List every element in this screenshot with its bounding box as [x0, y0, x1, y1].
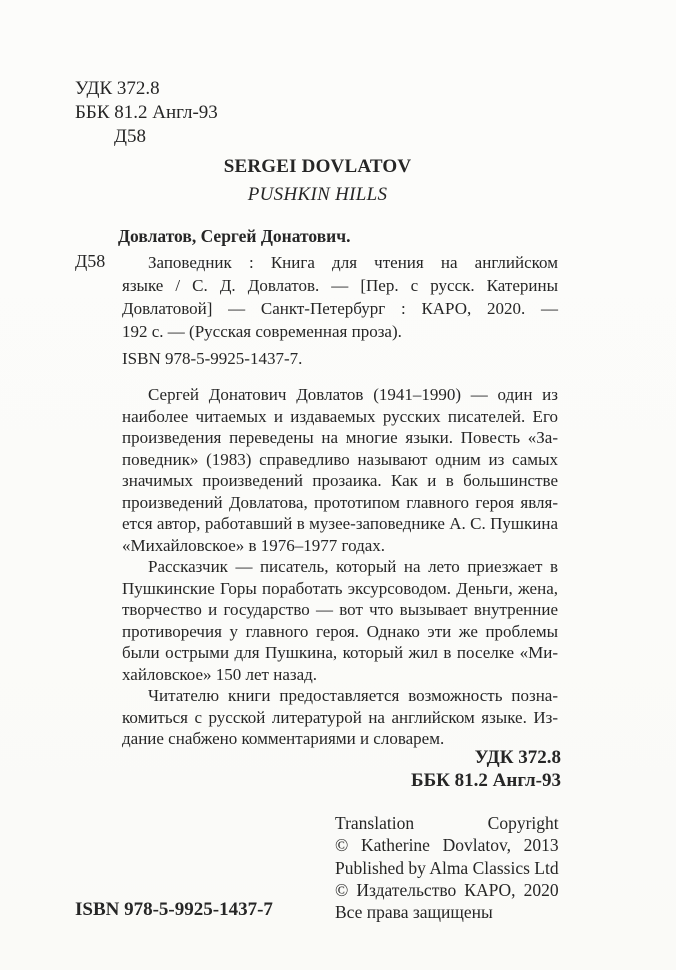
- bbk-code: ББК 81.2 Англ-93: [75, 102, 218, 123]
- text-line: творчество и государство — вот что вызывает внутренние: [122, 600, 558, 619]
- annotation-paragraph-3: [122, 685, 558, 750]
- isbn-bottom: ISBN 978-5-9925-1437-7: [75, 899, 273, 920]
- book-title-latin: PUSHKIN HILLS: [247, 184, 388, 205]
- catalog-card-text: [122, 251, 558, 343]
- annotation-paragraph-1: [122, 384, 558, 556]
- text-line: © Издательство КАРО, 2020: [335, 879, 559, 900]
- text-line: комиться с русской литературой на английском языке. Из-: [122, 707, 558, 727]
- text-line: значимых произведений прозаика. Как и в большинстве: [122, 471, 558, 490]
- text-line: Пушкинские Горы поработать эксурсоводом. Деньги, жена,: [122, 578, 558, 598]
- annotation: [122, 384, 558, 750]
- copyright-block: [335, 812, 559, 923]
- text-line: наиболее читаемых и издаваемых русских писателей. Его: [122, 406, 558, 426]
- text-line: поведник» (1983) справедливо называют одним из самых: [122, 449, 558, 469]
- catalog-author-heading: Довлатов, Сергей Донатович.: [118, 226, 351, 246]
- text-line: Заповедник : Книга для чтения на английском: [148, 253, 558, 272]
- top-bibliographic-codes: [75, 77, 218, 149]
- text-line: «Михайловское» в 1976–1977 годах.: [122, 535, 386, 555]
- text-line: Довлатовой] — Санкт-Петербург : КАРО, 2020. —: [122, 299, 558, 318]
- text-line: Published by Alma Classics Ltd: [335, 857, 559, 878]
- bottom-udk-code: УДК 372.8: [474, 747, 561, 768]
- catalog-author-sign: Д58: [75, 251, 106, 271]
- text-line: Читателю книги предоставляется возможность позна-: [148, 686, 558, 705]
- text-line: произведения переведены на многие языки. Повесть «За-: [122, 428, 558, 447]
- text-line: 192 с. — (Русская современная проза).: [122, 322, 402, 341]
- text-line: Сергей Донатович Довлатов (1941–1990) — один из: [148, 385, 558, 404]
- annotation-paragraph-2: [122, 556, 558, 685]
- bottom-bbk-code: ББК 81.2 Англ-93: [411, 769, 561, 791]
- text-line: Рассказчик — писатель, который на лето приезжает в: [148, 557, 558, 576]
- text-line: произведений Довлатова, прототипом главного героя явля-: [122, 492, 558, 512]
- text-line: дание снабжено комментариями и словарем.: [122, 729, 445, 748]
- catalog-isbn: ISBN 978-5-9925-1437-7.: [122, 349, 303, 368]
- author-sign: Д58: [114, 126, 146, 147]
- title-block: [75, 155, 560, 207]
- bottom-bibliographic-codes: [411, 747, 561, 792]
- text-line: Translation Copyright: [335, 813, 559, 833]
- text-line: были острыми для Пушкина, который жил в поселке «Ми-: [122, 643, 558, 662]
- book-author-latin: SERGEI DOVLATOV: [223, 156, 412, 177]
- text-line: © Katherine Dovlatov, 2013: [335, 835, 559, 856]
- catalog-card: [75, 251, 558, 343]
- text-line: хайловское» 150 лет назад.: [122, 664, 318, 684]
- udk-code: УДК 372.8: [75, 78, 160, 99]
- text-line: ется автор, работавший в музее-заповеднике А. С. Пушкина: [122, 514, 558, 533]
- text-line: противоречия у главного героя. Однако эти же проблемы: [122, 621, 558, 641]
- text-line: Все права защищены: [335, 902, 493, 923]
- text-line: языке / С. Д. Довлатов. — [Пер. с русск. Катерины: [122, 276, 558, 295]
